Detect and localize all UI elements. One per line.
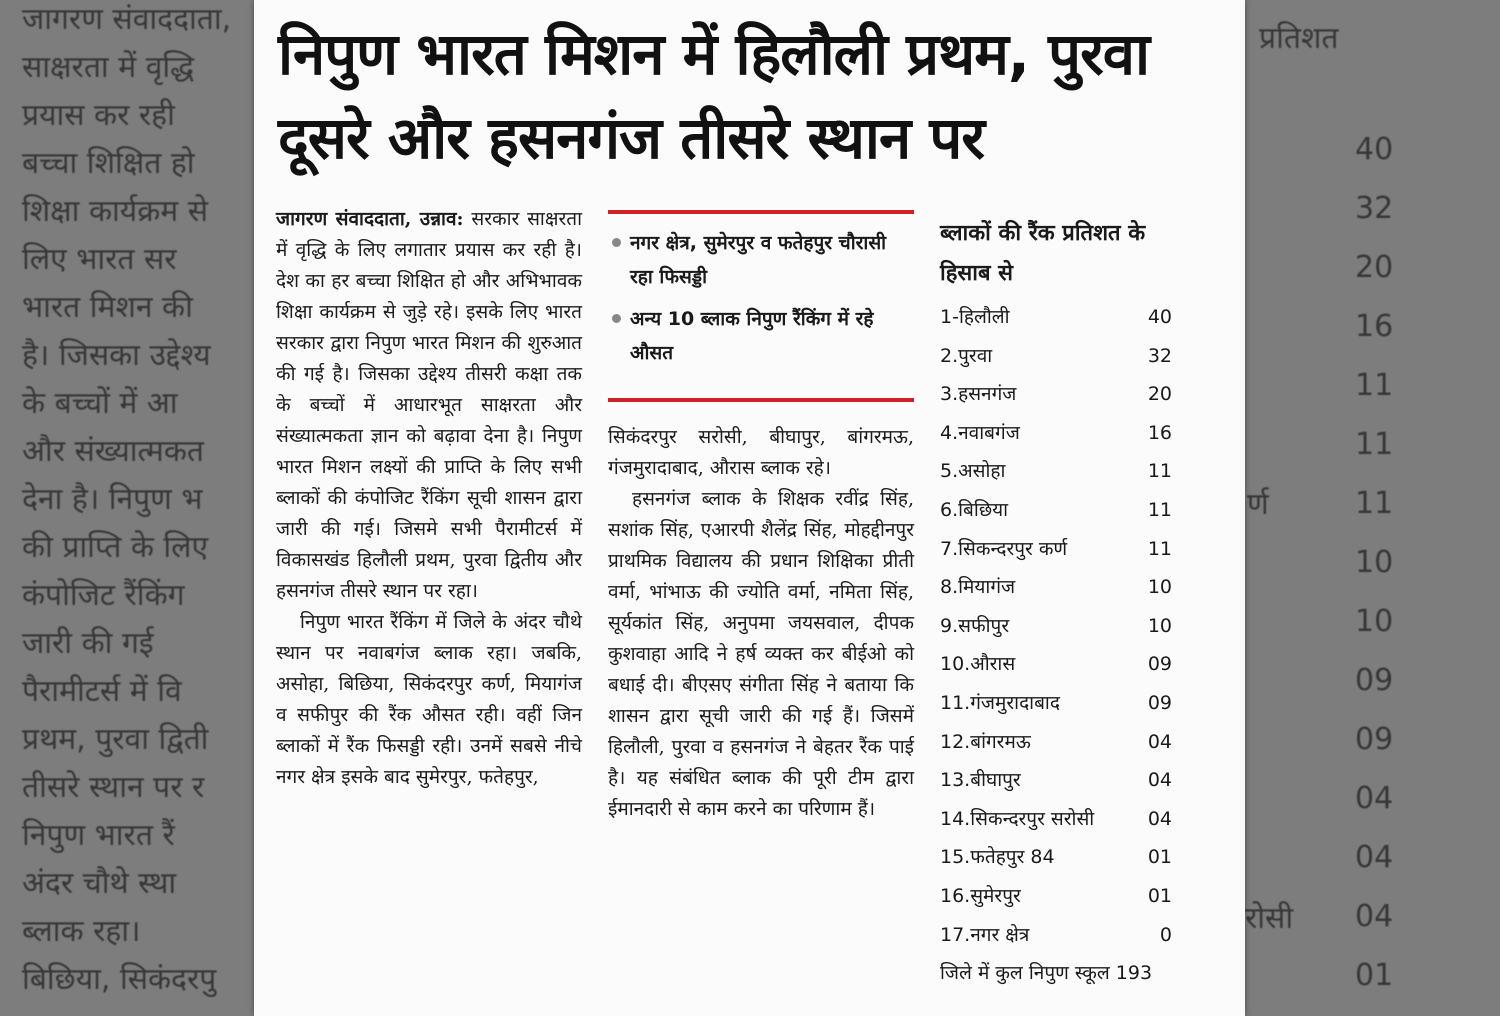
bg-right-number: 20 — [1355, 250, 1394, 285]
rank-row — [940, 761, 1180, 800]
bg-left-line: और संख्यात्मकत — [22, 434, 205, 469]
rank-value: 20 — [1147, 383, 1172, 406]
rank-row — [940, 684, 1180, 723]
rank-label: 16.सुमेरपुर — [940, 884, 1021, 907]
paragraph-2: निपुण भारत रैंकिंग में जिले के अंदर चौथे स्थान पर नवाबगंज ब्लाक रहा। जबकि, असोहा, बिछिया, सिकंदरपुर कर्ण, मियागंज व सफीपुर की रैंक औसत रही। वहीं जिन ब्लाकों में रैंक फिसड्डी रही। उनमें सबसे नीचे नगर क्षेत्र इसके बाद सुमेरपुर, फतेहपुर, — [276, 611, 582, 788]
bg-left-line: निपुण भारत रैं — [22, 818, 175, 853]
rank-label: 12.बांगरमऊ — [940, 730, 1031, 753]
rank-label: 14.सिकन्दरपुर सरोसी — [940, 807, 1095, 830]
bg-left-line: लिए भारत सर — [22, 242, 177, 277]
rank-label: 15.फतेहपुर 84 — [940, 846, 1055, 869]
bg-left-line: बच्चा शिक्षित हो — [22, 146, 195, 181]
rank-value: 01 — [1147, 846, 1172, 869]
rank-row — [940, 530, 1180, 569]
rank-row — [940, 375, 1180, 414]
rank-value: 0 — [1159, 923, 1172, 946]
bg-left-line: साक्षरता में वृद्धि — [22, 50, 195, 85]
rank-value: 11 — [1147, 460, 1172, 483]
rank-value: 01 — [1147, 884, 1172, 907]
rank-label: 1-हिलौली — [940, 306, 1010, 328]
bg-right-number: 11 — [1355, 427, 1394, 462]
rank-value: 04 — [1147, 730, 1172, 753]
rank-value: 11 — [1147, 537, 1172, 560]
rank-row — [940, 452, 1180, 491]
background-left-blur — [0, 0, 254, 1016]
rank-table — [940, 214, 1180, 992]
bg-left-line: ब्लाक रहा। — [22, 914, 141, 949]
rank-value: 09 — [1147, 691, 1172, 714]
rank-label: 9.सफीपुर — [940, 614, 1010, 637]
rank-value: 10 — [1147, 614, 1172, 637]
total-schools: जिले में कुल निपुण स्कूल 193 — [940, 962, 1153, 985]
bg-left-line: भारत मिशन की — [22, 290, 193, 325]
bg-left-line: की प्राप्ति के लिए — [22, 530, 209, 565]
bg-left-line: जागरण संवाददाता, — [22, 2, 232, 37]
background-right-blur — [1245, 0, 1500, 1016]
bg-right-number: 09 — [1355, 722, 1394, 757]
rank-label: 11.गंजमुरादाबाद — [940, 691, 1060, 714]
rank-label: 7.सिकन्दरपुर कर्ण — [940, 537, 1068, 560]
bg-left-line: पैरामीटर्स में वि — [22, 674, 182, 709]
bullet-icon — [612, 238, 621, 247]
rank-label: 8.मियागंज — [940, 576, 1016, 599]
bg-right-number: 11 — [1355, 486, 1394, 521]
rank-value: 09 — [1147, 653, 1172, 676]
rank-label: 17.नगर क्षेत्र — [940, 923, 1030, 946]
rank-value: 04 — [1147, 807, 1172, 830]
bg-right-number: 04 — [1355, 781, 1394, 816]
bg-right-number: 32 — [1355, 191, 1394, 226]
bg-left-line: प्रथम, पुरवा द्विती — [22, 722, 209, 757]
rank-row — [940, 337, 1180, 376]
bg-right-number: 04 — [1355, 899, 1394, 934]
bg-right-fragment: र्ण — [1247, 487, 1269, 522]
bg-right-header: प्रतिशत — [1259, 21, 1339, 56]
rank-row — [940, 838, 1180, 877]
paragraph-3: सिकंदरपुर सरोसी, बीघापुर, बांगरमऊ, गंजमुरादाबाद, औरास ब्लाक रहे। — [608, 426, 914, 479]
highlights-box — [608, 226, 914, 378]
rank-label: 6.बिछिया — [940, 498, 1009, 521]
bg-right-number: 11 — [1355, 368, 1394, 403]
rank-label: 5.असोहा — [940, 460, 1006, 483]
rank-row — [940, 491, 1180, 530]
article-column-2 — [608, 422, 914, 825]
rank-value: 11 — [1147, 498, 1172, 521]
paragraph-1: सरकार साक्षरता में वृद्धि के लिए लगातार प्रयास कर रही है। देश का हर बच्चा शिक्षित हो और अभिभावक शिक्षा कार्यक्रम से जुड़े रहे। इसके लिए भारत सरकार द्वारा निपुण भारत मिशन की शुरुआत की गई है। जिसका उद्देश्य तीसरी कक्षा तक के बच्चों में आधारभूत साक्षरता और संख्यात्मकता ज्ञान को बढ़ावा देना है। निपुण भारत मिशन लक्ष्यों की प्राप्ति के लिए सभी ब्लाकों की कंपोजिट रैंकिंग सूची शासन द्वारा जारी की गई। जिसमे सभी पैरामीटर्स में विकासखंड हिलौली प्रथम, पुरवा द्वितीय और हसनगंज तीसरे स्थान पर रहा। — [276, 208, 582, 602]
bg-right-fragment: रोसी — [1245, 901, 1294, 936]
rank-table-title: ब्लाकों की रैंक प्रतिशत के हिसाब से — [940, 221, 1146, 286]
rank-row — [940, 877, 1180, 916]
rank-value: 10 — [1147, 576, 1172, 599]
rank-row — [940, 645, 1180, 684]
rank-label: 10.औरास — [940, 653, 1016, 676]
bg-right-number: 09 — [1355, 663, 1394, 698]
rank-row — [940, 298, 1180, 337]
rank-rows — [940, 298, 1180, 954]
rank-label: 2.पुरवा — [940, 344, 993, 367]
bg-left-line: कंपोजिट रैंकिंग — [22, 578, 185, 613]
rank-label: 3.हसनगंज — [940, 383, 1017, 406]
bg-left-line: शिक्षा कार्यक्रम से — [22, 194, 208, 229]
article-column-1 — [276, 204, 582, 793]
rank-value: 04 — [1147, 769, 1172, 792]
bullet-icon — [612, 314, 621, 323]
bg-right-number: 10 — [1355, 545, 1394, 580]
bg-left-line: है। जिसका उद्देश्य — [22, 338, 211, 373]
news-clipping — [254, 0, 1245, 1016]
paragraph-4: हसनगंज ब्लाक के शिक्षक रवींद्र सिंह, सशांक सिंह, एआरपी शैलेंद्र सिंह, मोहद्दीनपुर प्राथमिक विद्यालय की प्रधान शिक्षिका प्रीती वर्मा, भांभाऊ की ज्योति वर्मा, नमिता सिंह, सूर्यकांत सिंह, अनुपमा जयसवाल, दीपक कुशवाहा आदि ने हर्ष व्यक्त कर बीईओ को बधाई दी। बीएसए संगीता सिंह ने बताया कि शासन द्वारा सूची जारी की गई हैं। जिसमें हिलौली, पुरवा व हसनगंज ने बेहतर रैंक पाई है। यह संबंधित ब्लाक की पूरी टीम द्वारा ईमानदारी से काम करने का परिणाम हैं। — [608, 488, 914, 820]
byline: जागरण संवाददाता, उन्नाव: — [276, 208, 464, 230]
rank-row — [940, 414, 1180, 453]
bg-right-number: 16 — [1355, 309, 1394, 344]
bg-left-line: देना है। निपुण भ — [22, 482, 203, 517]
rank-row — [940, 723, 1180, 762]
rank-value: 32 — [1147, 344, 1172, 367]
rank-row — [940, 800, 1180, 839]
rank-row — [940, 916, 1180, 955]
bg-left-line: अंदर चौथे स्था — [22, 866, 177, 901]
bg-left-line: तीसरे स्थान पर र — [22, 770, 205, 805]
highlight-item: नगर क्षेत्र, सुमेरपुर व फतेहपुर चौरासी रहा फिसड्डी — [608, 226, 914, 294]
rank-value: 40 — [1147, 306, 1172, 328]
rank-row — [940, 568, 1180, 607]
red-rule-bottom — [608, 398, 914, 402]
bg-left-line: प्रयास कर रही — [22, 98, 175, 133]
headline: निपुण भारत मिशन में हिलौली प्रथम, पुरवा दूसरे और हसनगंज तीसरे स्थान पर — [278, 20, 1150, 172]
red-rule-top — [608, 210, 914, 214]
bg-left-line: बिछिया, सिकंदरपु — [22, 962, 217, 997]
rank-label: 13.बीघापुर — [940, 769, 1021, 792]
bg-left-line: जारी की गई — [22, 626, 154, 661]
rank-value: 16 — [1147, 421, 1172, 444]
bg-right-number: 04 — [1355, 840, 1394, 875]
highlight-item: अन्य 10 ब्लाक निपुण रैंकिंग में रहे औसत — [608, 302, 914, 370]
bg-right-number: 10 — [1355, 604, 1394, 639]
rank-row — [940, 607, 1180, 646]
bg-right-number: 01 — [1355, 958, 1394, 993]
bg-right-number: 40 — [1355, 132, 1394, 167]
bg-left-line: के बच्चों में आ — [22, 386, 178, 421]
rank-label: 4.नवाबगंज — [940, 421, 1020, 444]
